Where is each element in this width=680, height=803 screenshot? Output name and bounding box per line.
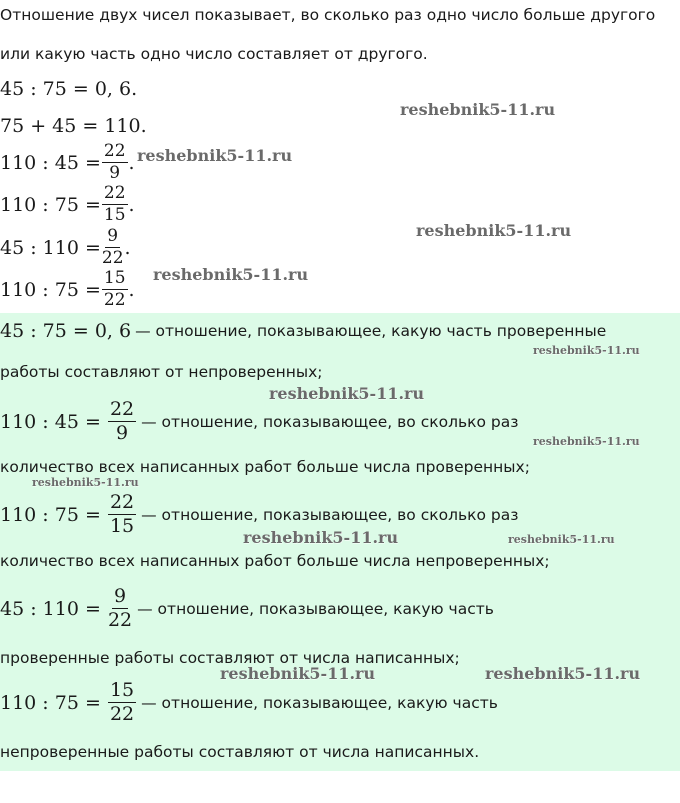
intro-line-2: или какую часть одно число составляет от другого. — [0, 45, 428, 63]
period: . — [124, 236, 131, 259]
fraction — [108, 681, 136, 724]
answer-5 — [0, 681, 498, 724]
numerator: 9 — [107, 226, 119, 246]
denominator: 9 — [109, 163, 121, 183]
calc-line-2 — [0, 114, 147, 138]
watermark: reshebnik5-11.ru — [485, 664, 641, 683]
answer-5-continuation: непроверенные работы составляют от числа написанных. — [0, 743, 480, 761]
answer-2-continuation: количество всех написанных работ больше числа проверенных; — [0, 458, 530, 476]
answer-5-text: — отношение, показывающее, какую часть — [141, 693, 498, 712]
answer-1 — [0, 320, 606, 342]
numerator: 15 — [109, 679, 135, 701]
fraction — [102, 185, 128, 224]
period: . — [128, 193, 135, 216]
answer-3-math — [0, 493, 137, 536]
watermark: reshebnik5-11.ru — [220, 664, 376, 683]
watermark: reshebnik5-11.ru — [400, 100, 556, 119]
fraction — [102, 228, 124, 267]
denominator: 22 — [103, 290, 126, 310]
answer-3-text: — отношение, показывающее, во сколько раз — [141, 505, 519, 524]
answer-4-lhs: 45 : 110 = — [0, 597, 101, 620]
answer-5-lhs: 110 : 75 = — [0, 691, 101, 714]
watermark: reshebnik5-11.ru — [508, 533, 615, 546]
answer-1-math: 45 : 75 = 0, 6 — [0, 320, 132, 342]
answer-1-text: — отношение, показывающее, какую часть проверенные — [135, 322, 607, 340]
numerator: 9 — [113, 585, 127, 607]
answer-4-continuation: проверенные работы составляют от числа написанных; — [0, 649, 460, 667]
calc-line-6-lhs: 110 : 75 = — [0, 278, 101, 301]
answer-3-lhs: 110 : 75 = — [0, 503, 101, 526]
calc-line-4-lhs: 110 : 75 = — [0, 193, 101, 216]
fraction — [102, 270, 128, 309]
denominator: 15 — [109, 515, 135, 537]
calc-line-6 — [0, 270, 135, 309]
denominator: 22 — [107, 609, 133, 631]
denominator: 22 — [109, 703, 135, 725]
period: . — [128, 151, 135, 174]
fraction — [102, 143, 128, 182]
fraction — [108, 587, 132, 630]
answer-5-math — [0, 681, 137, 724]
watermark: reshebnik5-11.ru — [533, 344, 640, 357]
calc-line-3-lhs: 110 : 45 = — [0, 151, 101, 174]
calc-line-1-text: 45 : 75 = 0, 6. — [0, 78, 138, 100]
watermark: reshebnik5-11.ru — [32, 476, 139, 489]
numerator: 15 — [103, 268, 126, 288]
answer-2 — [0, 400, 518, 443]
answer-2-text: — отношение, показывающее, во сколько раз — [141, 412, 519, 431]
calc-line-1 — [0, 77, 137, 101]
watermark: reshebnik5-11.ru — [416, 221, 572, 240]
watermark: reshebnik5-11.ru — [137, 146, 293, 165]
answer-4-math — [0, 587, 133, 630]
answer-1-continuation: работы составляют от непроверенных; — [0, 363, 323, 381]
fraction — [108, 400, 136, 443]
answer-4-text: — отношение, показывающее, какую часть — [137, 599, 494, 618]
answer-4 — [0, 587, 494, 630]
numerator: 22 — [103, 183, 126, 203]
calc-line-2-text: 75 + 45 = 110. — [0, 115, 147, 137]
period: . — [128, 278, 135, 301]
calc-line-4 — [0, 185, 135, 224]
watermark: reshebnik5-11.ru — [269, 384, 425, 403]
answer-2-lhs: 110 : 45 = — [0, 410, 101, 433]
intro-line-1: Отношение двух чисел показывает, во сколько раз одно число больше другого — [0, 6, 656, 24]
calc-line-5-lhs: 45 : 110 = — [0, 236, 101, 259]
answer-2-math — [0, 400, 137, 443]
numerator: 22 — [109, 398, 135, 420]
watermark: reshebnik5-11.ru — [533, 435, 640, 448]
watermark: reshebnik5-11.ru — [153, 265, 309, 284]
numerator: 22 — [109, 491, 135, 513]
denominator: 15 — [103, 205, 126, 225]
watermark: reshebnik5-11.ru — [243, 528, 399, 547]
fraction — [108, 493, 136, 536]
denominator: 9 — [115, 422, 129, 444]
calc-line-3 — [0, 143, 135, 182]
calc-line-5 — [0, 228, 131, 267]
answer-3-continuation: количество всех написанных работ больше числа непроверенных; — [0, 552, 550, 570]
numerator: 22 — [103, 141, 126, 161]
denominator: 22 — [101, 248, 124, 268]
